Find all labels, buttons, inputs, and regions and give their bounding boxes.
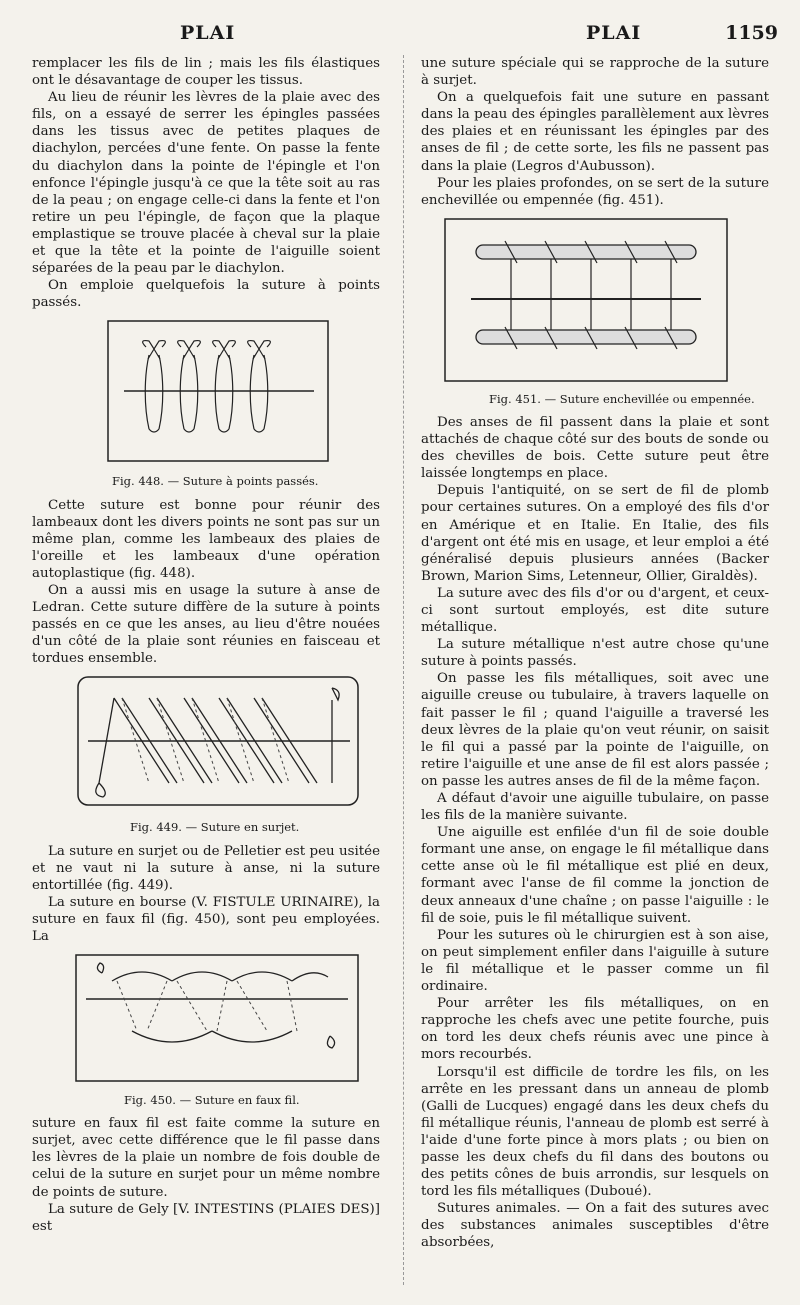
paragraph: Une aiguille est enfilée d'un fil de soie double formant une anse, on engage le fil métallique dans cette anse où le fil métallique est plié en deux, formant avec l'anse de fil comme la jonction de deux anneaux d'une chaîne ; on passe l'aiguille : le fil de soie, puis le fil métallique suivent. [421,825,769,926]
figure-449 [32,673,380,836]
right-column [421,55,769,1252]
figure-451 [421,215,769,408]
paragraph: Cette suture est bonne pour réunir des lambeaux dont les divers points ne sont pas sur un même plan, comme les lambeaux des plaies de l'oreille et les lambeaux d'une opération autoplastique (fig. 448). [32,497,380,581]
paragraph: suture en faux fil est faite comme la suture en surjet, avec cette différence que le fil passe dans les lèvres de la plaie un nombre de fois double de celui de la suture en surjet pour un même nombre de points de suture. [32,1116,380,1200]
paragraph: La suture métallique n'est autre chose qu'une suture à points passés. [421,637,769,670]
paragraph: Des anses de fil passent dans la plaie et sont attachés de chaque côté sur des bouts de sonde ou des chevilles de bois. Cette suture peut être laissée longtemps en place. [421,414,769,482]
column-divider [403,55,404,1285]
figure-450 [32,951,380,1109]
paragraph: A défaut d'avoir une aiguille tubulaire, on passe les fils de la manière suivante. [421,791,769,824]
left-column [32,55,380,1235]
paragraph: La suture de Gely [V. INTESTINS (PLAIES DES)] est [32,1201,380,1234]
paragraph: On passe les fils métalliques, soit avec une aiguille creuse ou tubulaire, à travers laquelle on fait passer le fil ; quand l'aiguille a traversé les deux lèvres de la plaie qu'on veut réunir, on saisit le fil qui a passé par la pointe de l'aiguille, on retire l'aiguille et une anse de fil est alors passée ; on passe les autres anses de fil de la même façon. [421,671,769,789]
figure-450-caption: Fig. 450. — Suture en faux fil. [124,1093,300,1108]
paragraph: On emploie quelquefois la suture à points passés. [32,278,380,311]
figure-450-illustration [72,951,362,1086]
paragraph: Pour les plaies profondes, on se sert de la suture enchevillée ou empennée (fig. 451). [421,175,769,208]
paragraph: On a quelquefois fait une suture en passant dans la peau des épingles parallèlement aux lèvres des plaies et en réunissant les épingles par des anses de fil ; de cette sorte, les fils ne passent pas dans la plaie (Legros d'Aubusson). [421,90,769,174]
running-head-left: PLAI [180,22,236,44]
figure-451-illustration [441,215,731,385]
paragraph: La suture en bourse (V. FISTULE URINAIRE), la suture en faux fil (fig. 450), sont peu employées. La [32,894,380,944]
paragraph: La suture en surjet ou de Pelletier est peu usitée et ne vaut ni la suture à anse, ni la suture entortillée (fig. 449). [32,843,380,893]
paragraph: La suture avec des fils d'or ou d'argent, et ceux-ci sont surtout employés, est dite suture métallique. [421,585,769,636]
figure-448-caption: Fig. 448. — Suture à points passés. [112,474,319,489]
paragraph: remplacer les fils de lin ; mais les fils élastiques ont le désavantage de couper les tissus. [32,56,380,89]
figure-451-caption: Fig. 451. — Suture enchevillée ou empennée. [489,391,755,406]
figure-448 [32,317,380,490]
paragraph: Lorsqu'il est difficile de tordre les fils, on les arrête en les pressant dans un anneau de plomb (Galli de Lucques) engagé dans les deux chefs du fil métallique réunis, l'anneau de plomb est serré à l'aide d'une forte pince à mors plats ; ou bien on passe les deux chefs du fil dans des boutons ou des petits cônes de buis arrondis, sur lesquels on tord les fils métalliques (Duboué). [421,1064,769,1200]
running-head-right: PLAI [586,22,642,44]
paragraph: On a aussi mis en usage la suture à anse de Ledran. Cette suture diffère de la suture à points passés en ce que les anses, au lieu d'être nouées d'un côté de la plaie sont réunies en faisceau et tordues ensemble. [32,582,380,667]
paragraph: une suture spéciale qui se rapproche de la suture à surjet. [421,56,769,89]
paragraph: Depuis l'antiquité, on se sert de fil de plomb pour certaines sutures. On a employé des fils d'or en Amérique et en Italie. En Italie, des fils d'argent ont été mis en usage, et leur emploi a été généralisé depuis plusieurs années (Backer Brown, Marion Sims, Letenneur, Ollier, Giraldès). [421,483,769,584]
figure-448-illustration [104,317,334,467]
paragraph: Pour les sutures où le chirurgien est à son aise, on peut simplement enfiler dans l'aiguille à suture le fil métallique et le passer comme un fil ordinaire. [421,927,769,995]
figure-449-caption: Fig. 449. — Suture en surjet. [130,820,300,835]
page-number: 1159 [725,22,778,44]
page-header [20,22,780,48]
paragraph: Pour arrêter les fils métalliques, on en rapproche les chefs avec une petite fourche, puis on tord les deux chefs réunis avec une pince à mors recourbés. [421,996,769,1063]
paragraph: Au lieu de réunir les lèvres de la plaie avec des fils, on a essayé de serrer les épingles passées dans les tissus avec de petites plaques de diachylon, percées d'une fente. On passe la fente du diachylon dans la pointe de l'épingle et l'on enfonce l'épingle jusqu'à ce que la tête soit au ras de la peau ; on engage celle-ci dans la fente et l'on retire un peu l'épingle, de façon que la plaque emplastique se trouve placée à cheval sur la plaie et que la tête et la pointe de l'aiguille soient séparées de la peau par le diachylon. [32,90,380,277]
figure-449-illustration [74,673,364,813]
paragraph: Sutures animales. — On a fait des sutures avec des substances animales susceptibles d'être absorbées, [421,1201,769,1251]
